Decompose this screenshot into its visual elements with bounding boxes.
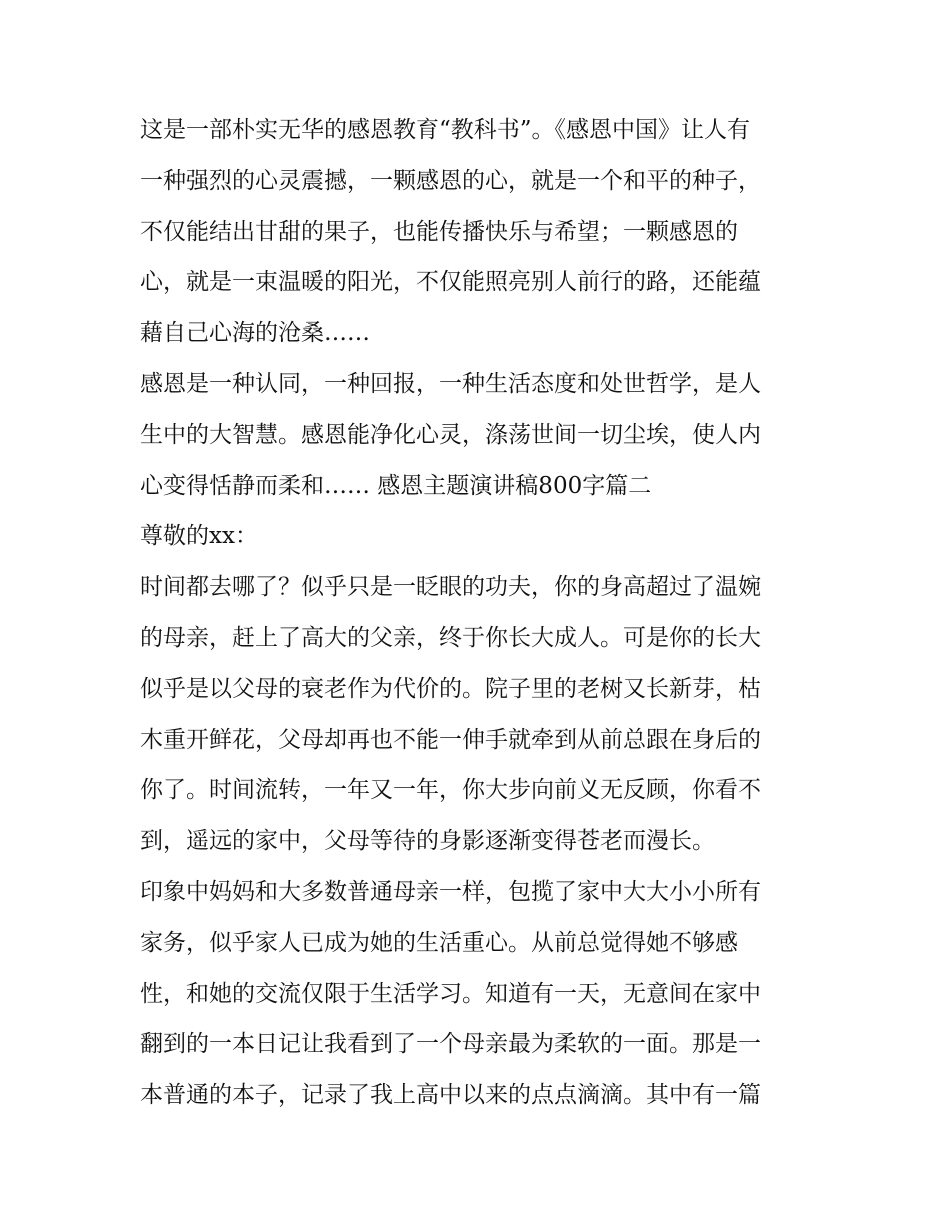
text-line: 一种强烈的心灵震撼，一颗感恩的心，就是一个和平的种子，: [140, 167, 761, 194]
text-line: 翻到的一本日记让我看到了一个母亲最为柔软的一面。那是一: [140, 1031, 761, 1058]
text-line: 家务，似乎家人已成为她的生活重心。从前总觉得她不够感: [140, 929, 738, 956]
text-line: 藉自己心海的沧桑……: [140, 320, 370, 347]
text-line: 本普通的本子，记录了我上高中以来的点点滴滴。其中有一篇: [140, 1082, 761, 1109]
text-line: 生中的大智慧。感恩能净化心灵，涤荡世间一切尘埃，使人内: [140, 421, 761, 448]
salutation-line: 尊敬的xx：: [140, 523, 258, 550]
text-line: 印象中妈妈和大多数普通母亲一样，包揽了家中大大小小所有: [140, 878, 761, 905]
text-line: 似乎是以父母的衰老作为代价的。院子里的老树又长新芽，枯: [140, 675, 761, 702]
text-line: 感恩是一种认同，一种回报，一种生活态度和处世哲学，是人: [140, 370, 761, 397]
text-line: 你了。时间流转，一年又一年，你大步向前义无反顾，你看不: [140, 777, 761, 804]
text-line: 性，和她的交流仅限于生活学习。知道有一天，无意间在家中: [140, 980, 761, 1007]
text-line: 到，遥远的家中，父母等待的身影逐渐变得苍老而漫长。: [140, 828, 715, 855]
text-line: 这是一部朴实无华的感恩教育“教科书”。《感恩中国》让人有: [140, 117, 751, 143]
text-line: 不仅能结出甘甜的果子，也能传播快乐与希望；一颗感恩的: [140, 218, 738, 245]
text-line: 心，就是一束温暖的阳光，不仅能照亮别人前行的路，还能蕴: [140, 269, 761, 296]
text-line: 的母亲，赶上了高大的父亲，终于你长大成人。可是你的长大: [140, 624, 761, 651]
text-line: 时间都去哪了？似乎只是一眨眼的功夫，你的身高超过了温婉: [140, 574, 761, 601]
document-body: [140, 105, 830, 1121]
text-line: 心变得恬静而柔和…… 感恩主题演讲稿800字篇二: [140, 472, 652, 499]
text-line: 木重开鲜花，父母却再也不能一伸手就牵到从前总跟在身后的: [140, 726, 761, 753]
